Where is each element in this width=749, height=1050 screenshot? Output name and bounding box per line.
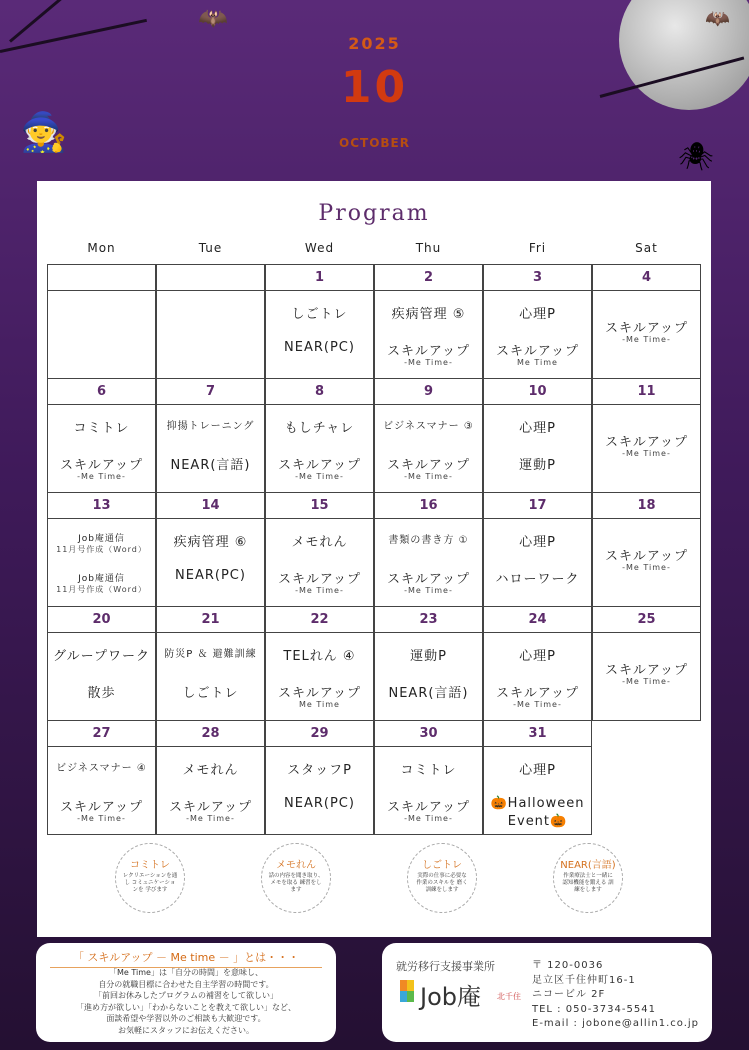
calendar-day-cell — [483, 492, 592, 607]
program-title: Program — [318, 201, 430, 226]
program-name: Event🎃 — [507, 814, 568, 829]
weekday-label: Sat — [635, 241, 658, 255]
address-line: TEL : 050-3734-5541 — [532, 1003, 656, 1015]
calendar-day-cell — [374, 264, 483, 379]
day-number: 6 — [48, 379, 155, 405]
program-subtitle: 11月号作成（Word） — [56, 545, 147, 554]
calendar-day-cell — [592, 264, 701, 379]
program-name: NEAR(言語) — [388, 686, 469, 701]
day-number: 18 — [593, 493, 700, 519]
program-name: 運動P — [410, 649, 447, 664]
calendar-day-cell — [47, 264, 156, 379]
info-circle-text: レクリエーションを通し コミュニケーションを 学びます — [122, 873, 178, 893]
day-number: 21 — [157, 607, 264, 633]
day-number — [157, 265, 264, 291]
program-subtitle: -Me Time- — [295, 472, 344, 481]
header-year: 2025 — [348, 34, 401, 53]
calendar-day-cell — [374, 378, 483, 493]
program-name: スキルアップ — [60, 458, 143, 473]
day-number: 24 — [484, 607, 591, 633]
day-number: 17 — [484, 493, 591, 519]
program-subtitle: -Me Time- — [622, 677, 671, 686]
program-name: 心理P — [519, 649, 556, 664]
program-name: スキルアップ — [605, 663, 688, 678]
day-number: 29 — [266, 721, 373, 747]
calendar-panel — [37, 181, 711, 937]
day-number: 13 — [48, 493, 155, 519]
day-number: 22 — [266, 607, 373, 633]
weekday-label: Thu — [415, 241, 442, 255]
info-circle — [261, 843, 331, 913]
program-subtitle: -Me Time- — [186, 814, 235, 823]
day-number: 8 — [266, 379, 373, 405]
program-name: 🎃Halloween — [490, 796, 585, 811]
program-name: TELれん ④ — [283, 649, 356, 664]
program-name: 心理P — [519, 421, 556, 436]
header-month-name: OCTOBER — [339, 136, 410, 150]
weekday-label: Wed — [304, 241, 335, 255]
office-info-box — [382, 943, 712, 1042]
program-name: 運動P — [519, 458, 556, 473]
program-name: ハローワーク — [495, 572, 580, 587]
day-number: 16 — [375, 493, 482, 519]
program-name: グループワーク — [53, 649, 150, 664]
office-address — [532, 959, 699, 1032]
skillup-info-line: 「前回お休みしたプログラムの補習をして欲しい」 — [94, 991, 278, 1000]
program-name: コミトレ — [400, 763, 457, 778]
calendar-day-cell — [265, 720, 374, 835]
program-name: 心理P — [519, 307, 556, 322]
calendar-day-cell — [592, 492, 701, 607]
calendar-day-cell — [374, 492, 483, 607]
program-name: コミトレ — [73, 421, 130, 436]
program-name: しごトレ — [182, 686, 239, 701]
skillup-info-line: 面談希望や学習以外のご相談も大歓迎です。 — [106, 1014, 266, 1023]
program-name: NEAR(PC) — [284, 796, 355, 811]
calendar-day-cell — [483, 264, 592, 379]
info-circle-text: 実際の仕事に必要な 作業のスキルを 磨く訓練をします — [416, 873, 468, 893]
calendar-day-cell — [47, 720, 156, 835]
day-number: 25 — [593, 607, 700, 633]
day-number: 15 — [266, 493, 373, 519]
day-number: 7 — [157, 379, 264, 405]
spider-icon: 🕷 — [678, 140, 714, 173]
program-name: しごトレ — [291, 307, 348, 322]
program-name: スキルアップ — [496, 686, 579, 701]
day-number: 1 — [266, 265, 373, 291]
skillup-info-line: 自分の就職目標に合わせた自主学習の時間です。 — [98, 979, 274, 989]
program-subtitle: -Me Time- — [77, 472, 126, 481]
program-subtitle: 11月号作成（Word） — [56, 585, 147, 594]
program-subtitle: Me Time — [517, 358, 558, 367]
program-name: スキルアップ — [605, 549, 688, 564]
day-number: 10 — [484, 379, 591, 405]
calendar-day-cell — [47, 492, 156, 607]
program-name: スキルアップ — [605, 435, 688, 450]
bat-icon: 🦇 — [198, 4, 228, 32]
program-name: スキルアップ — [496, 344, 579, 359]
logo-mark-icon — [400, 980, 414, 1002]
day-number: 4 — [593, 265, 700, 291]
calendar-day-cell — [374, 606, 483, 721]
program-name: もしチャレ — [284, 421, 355, 436]
info-circle-text: 作業療法士と一緒に 認知機能を鍛える 訓練をします — [562, 873, 614, 893]
calendar-day-cell — [592, 378, 701, 493]
calendar-day-cell — [156, 720, 265, 835]
program-name: 書類の書き方 ① — [388, 535, 469, 546]
weekday-label: Mon — [87, 241, 116, 255]
program-subtitle: -Me Time- — [622, 335, 671, 344]
day-number: 30 — [375, 721, 482, 747]
program-name: スキルアップ — [387, 344, 470, 359]
program-name: メモれん — [182, 763, 239, 778]
program-name: 疾病管理 ⑥ — [173, 535, 248, 550]
day-number — [48, 265, 155, 291]
day-number: 3 — [484, 265, 591, 291]
calendar-day-cell — [47, 378, 156, 493]
program-subtitle: -Me Time- — [404, 358, 453, 367]
program-name: スタッフP — [287, 763, 352, 778]
program-subtitle: -Me Time- — [404, 472, 453, 481]
program-name: スキルアップ — [387, 458, 470, 473]
program-name: 抑揚トレーニング — [166, 421, 255, 432]
day-number: 14 — [157, 493, 264, 519]
day-number: 27 — [48, 721, 155, 747]
program-name: スキルアップ — [278, 458, 361, 473]
address-line: 足立区千住仲町16-1 — [532, 974, 636, 986]
program-name: スキルアップ — [278, 686, 361, 701]
program-name: 疾病管理 ⑤ — [391, 307, 466, 322]
day-number: 20 — [48, 607, 155, 633]
skillup-info-line: お気軽にスタッフにお伝えください。 — [118, 1025, 254, 1035]
info-circle — [115, 843, 185, 913]
calendar-day-cell — [47, 606, 156, 721]
calendar-day-cell — [156, 606, 265, 721]
weekday-label: Tue — [198, 241, 223, 255]
day-number: 2 — [375, 265, 482, 291]
info-circle-title: NEAR(言語) — [560, 860, 616, 871]
day-number: 9 — [375, 379, 482, 405]
skillup-info-line: 「Me Time」は「自分の時間」を意味し、 — [109, 968, 263, 977]
program-name: スキルアップ — [605, 321, 688, 336]
info-circle — [407, 843, 477, 913]
calendar-day-cell — [592, 606, 701, 721]
logo-sub: 北千住 — [497, 992, 521, 1001]
day-number: 11 — [593, 379, 700, 405]
program-name: メモれん — [291, 535, 348, 550]
calendar-day-cell — [265, 606, 374, 721]
calendar-day-cell — [265, 378, 374, 493]
program-subtitle: -Me Time- — [622, 449, 671, 458]
calendar-day-cell — [483, 606, 592, 721]
skillup-info-box — [36, 943, 336, 1042]
info-circle-title: しごトレ — [422, 860, 462, 871]
skillup-info-title: 「 スキルアップ － Me time － 」とは・・・ — [50, 949, 322, 968]
calendar-day-cell — [265, 264, 374, 379]
address-line: E-mail : jobone@allin1.co.jp — [532, 1018, 700, 1029]
program-name: スキルアップ — [387, 800, 470, 815]
program-name: ビジネスマナー ③ — [383, 421, 474, 432]
office-type: 就労移行支援事業所 — [396, 960, 495, 973]
program-subtitle: -Me Time- — [513, 700, 562, 709]
program-subtitle: Me Time — [299, 700, 340, 709]
program-subtitle: -Me Time- — [404, 814, 453, 823]
calendar-day-cell — [483, 720, 592, 835]
info-circle — [553, 843, 623, 913]
day-number: 28 — [157, 721, 264, 747]
program-name: 散歩 — [87, 686, 116, 701]
header-month: 10 — [340, 62, 409, 113]
day-number: 31 — [484, 721, 591, 747]
address-line: ニコービル 2F — [532, 989, 606, 1000]
logo-text: Job庵 — [420, 983, 481, 1011]
calendar-day-cell — [156, 264, 265, 379]
calendar-day-cell — [483, 378, 592, 493]
program-name: 心理P — [519, 763, 556, 778]
program-name: Job庵通信 — [78, 534, 125, 544]
program-subtitle: -Me Time- — [622, 563, 671, 572]
skillup-info-body — [46, 967, 326, 1036]
info-circle-title: メモれん — [276, 860, 316, 871]
program-name: Job庵通信 — [78, 574, 125, 584]
bat-icon: 🦇 — [705, 6, 730, 30]
program-name: NEAR(PC) — [284, 340, 355, 355]
program-name: 心理P — [519, 535, 556, 550]
info-circle-text: 話の内容を聞き取り、 メモを取る 練習をします — [268, 873, 324, 893]
program-subtitle: -Me Time- — [77, 814, 126, 823]
program-name: スキルアップ — [60, 800, 143, 815]
program-name: NEAR(言語) — [170, 458, 251, 473]
weekday-label: Fri — [528, 241, 547, 255]
witch-icon: 🧙 — [20, 110, 68, 154]
program-name: スキルアップ — [278, 572, 361, 587]
program-name: スキルアップ — [387, 572, 470, 587]
program-name: NEAR(PC) — [175, 568, 246, 583]
calendar-day-cell — [156, 492, 265, 607]
program-subtitle: -Me Time- — [295, 586, 344, 595]
program-name: ビジネスマナー ④ — [56, 763, 147, 774]
calendar-day-cell — [374, 720, 483, 835]
program-name: 防災P ＆ 避難訓練 — [164, 649, 257, 660]
program-name: スキルアップ — [169, 800, 252, 815]
address-line: 〒 120-0036 — [532, 960, 604, 971]
program-subtitle: -Me Time- — [404, 586, 453, 595]
day-number: 23 — [375, 607, 482, 633]
skillup-info-line: 「進め方が欲しい」「わからないことを教えて欲しい」など、 — [76, 1002, 296, 1012]
info-circle-title: コミトレ — [130, 860, 170, 871]
calendar-day-cell — [156, 378, 265, 493]
calendar-day-cell — [265, 492, 374, 607]
